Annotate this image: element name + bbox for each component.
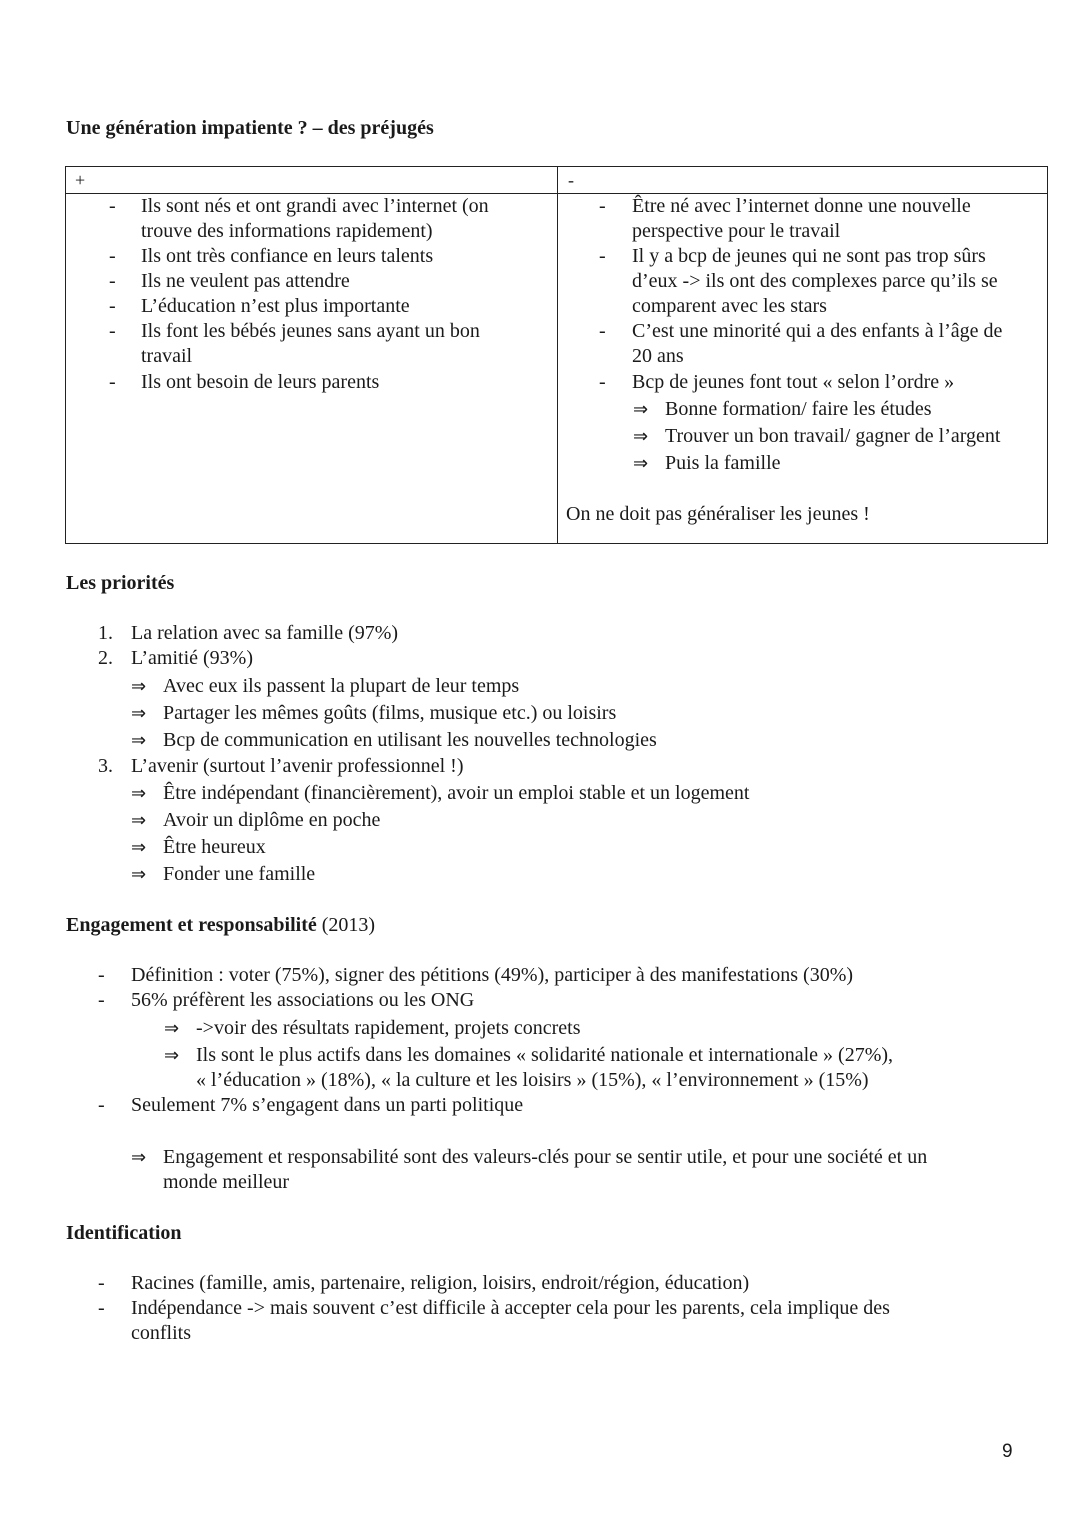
- minus-item-line: Bcp de jeunes font tout « selon l’ordre »: [632, 371, 955, 393]
- list-dash: -: [109, 295, 116, 317]
- priority-item-text: L’amitié (93%): [131, 647, 254, 669]
- plus-item-line: trouve des informations rapidement): [141, 220, 433, 242]
- arrow-item-text: Bonne formation/ faire les études: [665, 398, 932, 420]
- arrow-item-text: Être heureux: [163, 836, 266, 858]
- list-dash: -: [599, 320, 606, 342]
- plus-item-line: Ils font les bébés jeunes sans ayant un bon: [141, 320, 480, 342]
- minus-item-line: d’eux -> ils ont des complexes parce qu’ils se: [632, 270, 998, 292]
- arrow-icon: ⇒: [131, 864, 147, 885]
- plus-item-line: Ils ne veulent pas attendre: [141, 270, 350, 292]
- arrow-icon: ⇒: [131, 837, 147, 858]
- arrow-item-text: Bcp de communication en utilisant les nouvelles technologies: [163, 729, 657, 751]
- arrow-icon: ⇒: [131, 783, 147, 804]
- list-dash: -: [98, 1272, 105, 1294]
- list-dash: -: [109, 195, 116, 217]
- table-column-divider: [557, 167, 558, 543]
- arrow-item-text: Trouver un bon travail/ gagner de l’argent: [665, 425, 1001, 447]
- list-dash: -: [98, 964, 105, 986]
- list-dash: -: [98, 989, 105, 1011]
- arrow-icon: ⇒: [131, 810, 147, 831]
- table-conclusion: On ne doit pas généraliser les jeunes !: [566, 503, 870, 525]
- arrow-item-text: Fonder une famille: [163, 863, 316, 885]
- plus-item-line: travail: [141, 345, 193, 367]
- section-heading-prejuges: Une génération impatiente ? – des préjugés: [66, 117, 434, 139]
- arrow-icon: ⇒: [131, 703, 147, 724]
- priority-item-text: La relation avec sa famille (97%): [131, 622, 399, 644]
- identification-item-line: conflits: [131, 1322, 191, 1344]
- list-number: 3.: [98, 755, 113, 777]
- engagement-heading-year: (2013): [321, 914, 376, 936]
- conclusion-line: monde meilleur: [163, 1171, 290, 1193]
- arrow-icon: ⇒: [164, 1045, 180, 1066]
- arrow-item-text: Partager les mêmes goûts (films, musique etc.) ou loisirs: [163, 702, 617, 724]
- minus-item-line: comparent avec les stars: [632, 295, 827, 317]
- list-dash: -: [599, 245, 606, 267]
- arrow-item-text: Avec eux ils passent la plupart de leur temps: [163, 675, 520, 697]
- minus-item-line: perspective pour le travail: [632, 220, 841, 242]
- minus-item-line: C’est une minorité qui a des enfants à l’âge de: [632, 320, 1003, 342]
- plus-item-line: Ils ont besoin de leurs parents: [141, 371, 380, 393]
- list-dash: -: [599, 195, 606, 217]
- prejudice-table: [65, 166, 1048, 544]
- arrow-item-line: « l’éducation » (18%), « la culture et les loisirs » (15%), « l’environnement » (15%): [196, 1069, 869, 1091]
- arrow-icon: ⇒: [131, 1147, 147, 1168]
- arrow-item-text: Être indépendant (financièrement), avoir un emploi stable et un logement: [163, 782, 750, 804]
- arrow-icon: ⇒: [633, 453, 649, 474]
- priority-item-text: L’avenir (surtout l’avenir professionnel !): [131, 755, 464, 777]
- minus-item-line: Être né avec l’internet donne une nouvelle: [632, 195, 971, 217]
- arrow-item-text: Avoir un diplôme en poche: [163, 809, 381, 831]
- minus-column-header: -: [568, 170, 574, 190]
- arrow-icon: ⇒: [131, 676, 147, 697]
- plus-column-header: +: [75, 170, 86, 190]
- list-number: 2.: [98, 647, 113, 669]
- minus-item-line: 20 ans: [632, 345, 684, 367]
- identification-item-line: Indépendance -> mais souvent c’est difficile à accepter cela pour les parents, cela implique des: [131, 1297, 890, 1319]
- arrow-icon: ⇒: [131, 730, 147, 751]
- engagement-item-text: 56% préfèrent les associations ou les ONG: [131, 989, 475, 1011]
- section-heading-engagement: [66, 913, 375, 938]
- list-number: 1.: [98, 622, 113, 644]
- list-dash: -: [98, 1297, 105, 1319]
- arrow-icon: ⇒: [633, 426, 649, 447]
- arrow-item-line: Ils sont le plus actifs dans les domaines « solidarité nationale et internationale » (27%),: [196, 1044, 894, 1066]
- plus-item-line: Ils sont nés et ont grandi avec l’internet (on: [141, 195, 489, 217]
- list-dash: -: [109, 320, 116, 342]
- section-heading-identification: Identification: [66, 1222, 182, 1244]
- identification-item-text: Racines (famille, amis, partenaire, religion, loisirs, endroit/région, éducation): [131, 1272, 750, 1294]
- plus-item-line: Ils ont très confiance en leurs talents: [141, 245, 434, 267]
- list-dash: -: [109, 245, 116, 267]
- arrow-item-text: ->voir des résultats rapidement, projets concrets: [196, 1017, 581, 1039]
- arrow-icon: ⇒: [633, 399, 649, 420]
- list-dash: -: [109, 371, 116, 393]
- list-dash: -: [599, 371, 606, 393]
- list-dash: -: [98, 1094, 105, 1116]
- arrow-item-text: Puis la famille: [665, 452, 781, 474]
- engagement-heading-text: Engagement et responsabilité: [66, 914, 317, 936]
- list-dash: -: [109, 270, 116, 292]
- plus-item-line: L’éducation n’est plus importante: [141, 295, 410, 317]
- engagement-item-text: Définition : voter (75%), signer des pétitions (49%), participer à des manifestations (30%): [131, 964, 854, 986]
- conclusion-line: Engagement et responsabilité sont des valeurs-clés pour se sentir utile, et pour une société et un: [163, 1146, 928, 1168]
- section-heading-priorites: Les priorités: [66, 572, 175, 594]
- page-number: 9: [1002, 1441, 1013, 1462]
- arrow-icon: ⇒: [164, 1018, 180, 1039]
- engagement-item-text: Seulement 7% s’engagent dans un parti politique: [131, 1094, 524, 1116]
- minus-item-line: Il y a bcp de jeunes qui ne sont pas trop sûrs: [632, 245, 986, 267]
